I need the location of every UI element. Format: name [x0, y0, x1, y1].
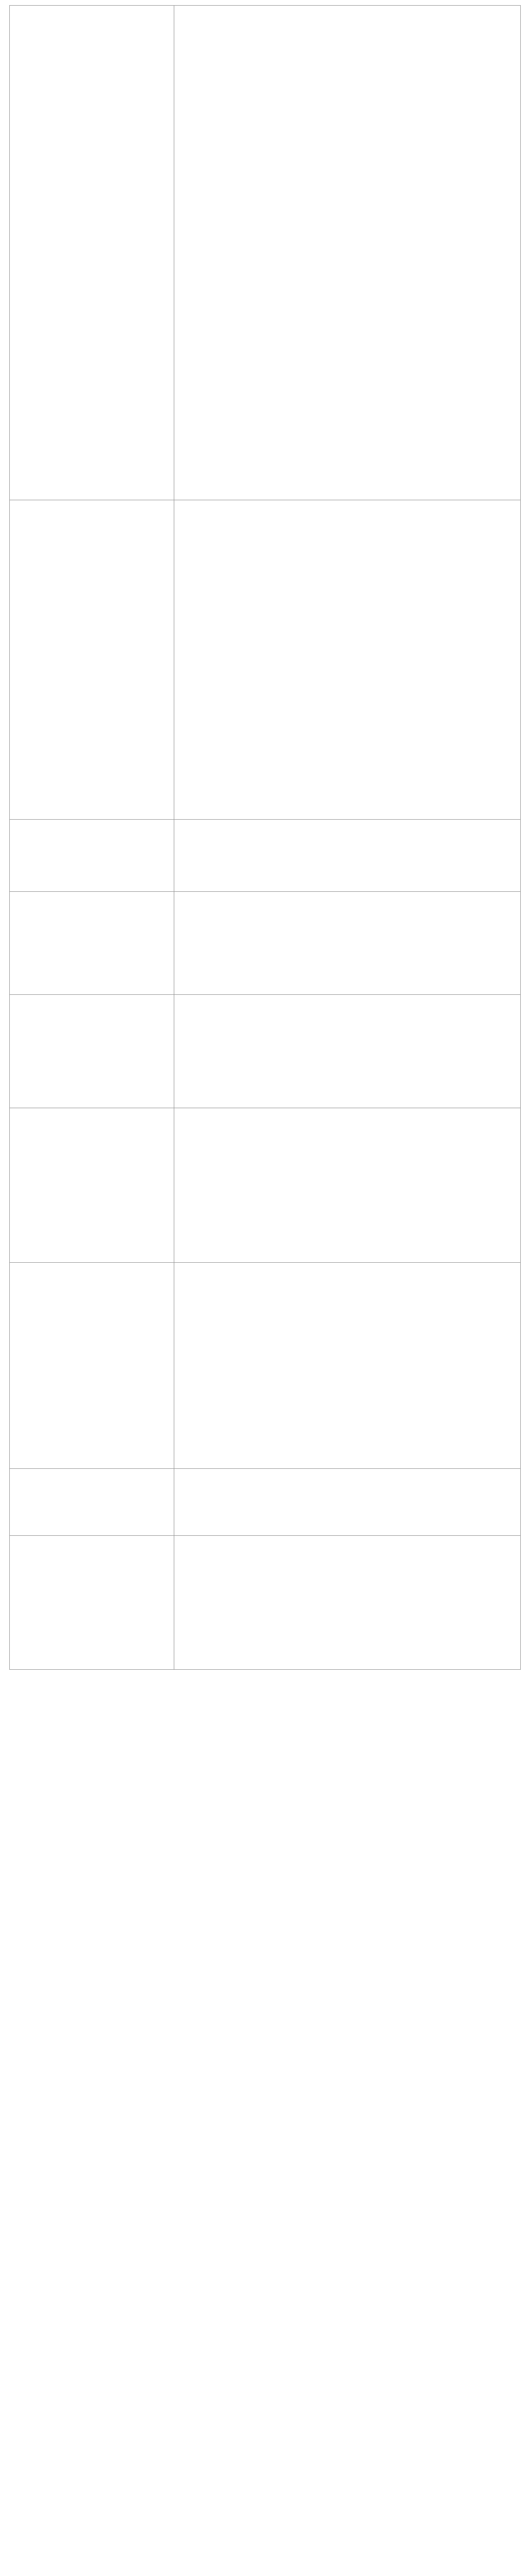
module-items	[174, 995, 521, 1108]
module-row	[10, 1108, 521, 1263]
module-row	[10, 6, 521, 500]
module-items	[174, 820, 521, 892]
module-title	[10, 892, 174, 995]
module-items	[174, 1469, 521, 1536]
module-title	[10, 1536, 174, 1670]
module-items	[174, 500, 521, 820]
module-title	[10, 500, 174, 820]
certificate-section	[9, 1743, 521, 1758]
experts-section	[9, 1699, 521, 1714]
module-title	[10, 820, 174, 892]
fees-section	[9, 1787, 521, 1803]
module-title	[10, 6, 174, 500]
module-row	[10, 1263, 521, 1469]
module-items	[174, 6, 521, 500]
module-table	[9, 5, 521, 1670]
module-title	[10, 1108, 174, 1263]
module-items	[174, 1263, 521, 1469]
module-title	[10, 1469, 174, 1536]
module-title	[10, 1263, 174, 1469]
module-row	[10, 1536, 521, 1670]
module-row	[10, 892, 521, 995]
module-row	[10, 1469, 521, 1536]
module-items	[174, 892, 521, 995]
experts-heading	[9, 1699, 521, 1714]
module-row	[10, 995, 521, 1108]
module-row	[10, 500, 521, 820]
module-items	[174, 1108, 521, 1263]
fees-heading	[9, 1787, 521, 1803]
module-title	[10, 995, 174, 1108]
certificate-heading	[9, 1743, 521, 1758]
module-row	[10, 820, 521, 892]
module-items	[174, 1536, 521, 1670]
